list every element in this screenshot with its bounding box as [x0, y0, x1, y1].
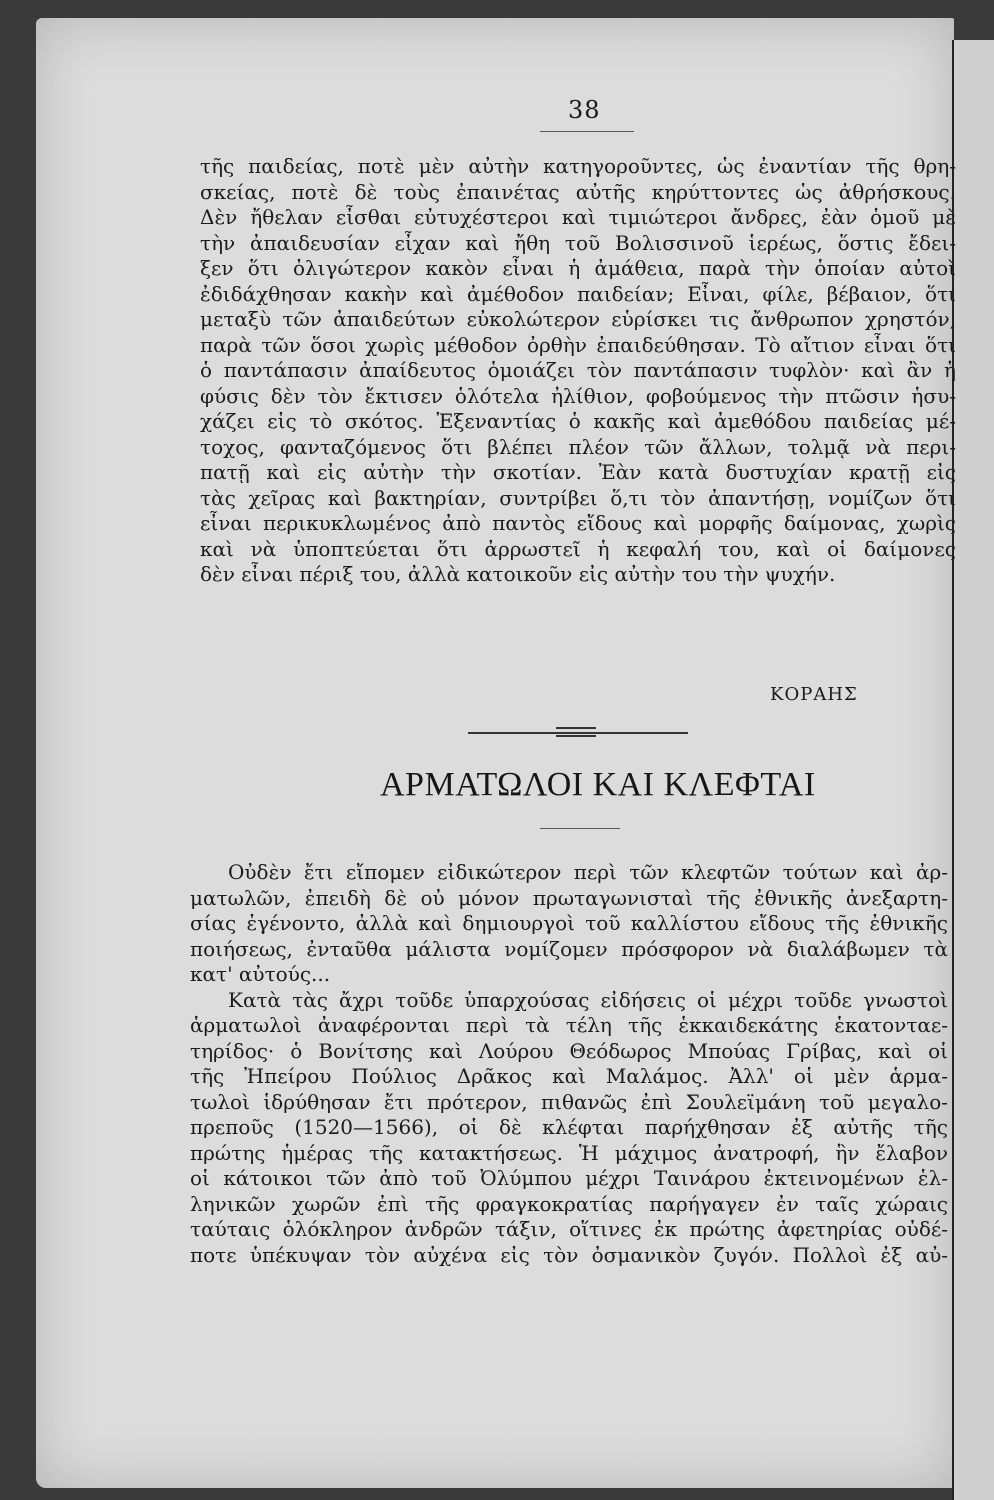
author-signature: ΚΟΡΑΗΣ [770, 684, 858, 705]
page-number: 38 [568, 96, 601, 124]
text-line: τοχος, φανταζόμενος ὅτι βλέπει πλέον τῶν ἄλλων, τολμᾷ νὰ περι- [200, 434, 956, 459]
title-rule [540, 828, 620, 829]
text-line: φύσις δὲν τὸν ἔκτισεν ὁλότελα ἠλίθιον, φοβούμενος τὴν πτῶσιν ἡσυ- [200, 383, 956, 408]
text-line: ὁ παντάπασιν ἀπαίδευτος ὁμοιάζει τὸν παντάπασιν τυφλὸν· καὶ ἂν ἡ [200, 358, 956, 382]
text-line: ξεν ὅτι ὀλιγώτερον κακὸν εἶναι ἡ ἀμάθεια, παρὰ τὴν ὁποίαν αὐτοὶ [200, 256, 956, 280]
text-line: καὶ νὰ ὑποπτεύεται ὅτι ἀρρωστεῖ ἡ κεφαλή του, καὶ οἱ δαίμονες [200, 536, 956, 561]
text-line: κατ' αὐτούς... [190, 962, 331, 986]
text-line: τηρίδος· ὁ Βονίτσης καὶ Λούρου Θεόδωρος Μπούας Γρίβας, καὶ οἱ [190, 1038, 948, 1063]
text-line: τῆς παιδείας, ποτὲ μὲν αὐτὴν κατηγοροῦντες, ὡς ἐναντίαν τῆς θρη- [200, 154, 956, 178]
text-line: πρώτης ἡμέρας τῆς κατακτήσεως. Ἡ μάχιμος ἀνατροφή, ἣν ἔλαβον [190, 1140, 948, 1165]
text-line: ληνικῶν χωρῶν ἐπὶ τῆς φραγκοκρατίας παρήγαγεν ἐν ταῖς χώραις [190, 1191, 948, 1216]
text-line: ἁρματωλοὶ ἀναφέρονται περὶ τὰ τέλη τῆς ἑκκαιδεκάτης ἑκατονταε- [190, 1013, 948, 1037]
text-line: πρεποῦς (1520—1566), οἱ δὲ κλέφται παρήχθησαν ἐξ αὐτῆς τῆς [190, 1115, 948, 1139]
adjacent-page-edge [952, 40, 994, 1500]
text-line: Δὲν ἤθελαν εἶσθαι εὐτυχέστεροι καὶ τιμιώτεροι ἄνδρες, ἐὰν ὁμοῦ μὲ [200, 205, 956, 229]
text-line: τὰς χεῖρας καὶ βακτηρίαν, συντρίβει ὅ,τι τὸν ἀπαντήσῃ, νομίζων ὅτι [200, 485, 956, 510]
text-line: οἱ κάτοικοι τῶν ἀπὸ τοῦ Ὀλύμπου μέχρι Ταινάρου ἐκτεινομένων ἑλ- [190, 1166, 948, 1190]
passage-korais [200, 154, 956, 588]
text-line: Κατὰ τὰς ἄχρι τοῦδε ὑπαρχούσας εἰδήσεις οἱ μέχρι τοῦδε γνωστοὶ [228, 987, 948, 1012]
text-line: χάζει εἰς τὸ σκότος. Ἐξεναντίας ὁ κακῆς καὶ ἀμεθόδου παιδείας μέ- [200, 409, 956, 433]
passage-armatoloi [190, 860, 948, 1268]
text-line: Οὐδὲν ἔτι εἴπομεν εἰδικώτερον περὶ τῶν κλεφτῶν τούτων καὶ ἀρ- [228, 860, 948, 884]
section-divider-ornament [556, 727, 596, 737]
page-number-rule [540, 131, 634, 132]
text-line: ματωλῶν, ἐπειδὴ δὲ οὐ μόνον πρωταγωνισταὶ τῆς ἐθνικῆς ἀνεξαρτη- [190, 885, 948, 910]
text-line: σίας ἐγένοντο, ἀλλὰ καὶ δημιουργοὶ τοῦ καλλίστου εἴδους τῆς ἐθνικῆς [190, 911, 948, 935]
text-line: εἶναι περικυκλωμένος ἀπὸ παντὸς εἴδους καὶ μορφῆς δαίμονας, χωρὶς [200, 511, 956, 535]
text-line: ταύταις ὁλόκληρον ἀνδρῶν τάξιν, οἵτινες ἐκ πρώτης ἀφετηρίας οὐδέ- [190, 1217, 948, 1241]
section-title: ΑΡΜΑΤΩΛΟΙ ΚΑΙ ΚΛΕΦΤΑΙ [380, 766, 816, 803]
text-line: ποτε ὑπέκυψαν τὸν αὐχένα εἰς τὸν ὀσμανικὸν ζυγόν. Πολλοὶ ἐξ αὐ- [190, 1242, 948, 1267]
text-line: παρὰ τῶν ὅσοι χωρὶς μέθοδον ὀρθὴν ἐπαιδεύθησαν. Τὸ αἴτιον εἶναι ὅτι [200, 332, 956, 357]
text-line: ἐδιδάχθησαν κακὴν καὶ ἀμέθοδον παιδείαν; Εἶναι, φίλε, βέβαιον, ὅτι [200, 281, 956, 306]
text-line: σκείας, ποτὲ δὲ τοὺς ἐπαινέτας αὐτῆς κηρύττοντες ὡς ἀθρήσκους. [200, 179, 956, 204]
text-line: πατῇ καὶ εἰς αὐτὴν τὴν σκοτίαν. Ἐὰν κατὰ δυστυχίαν κρατῇ εἰς [200, 460, 956, 484]
text-line: τωλοὶ ἱδρύθησαν ἔτι πρότερον, πιθανῶς ἐπὶ Σουλεϊμάνη τοῦ μεγαλο- [190, 1089, 948, 1114]
text-line: τὴν ἀπαιδευσίαν εἶχαν καὶ ἤθη τοῦ Βολισσινοῦ ἱερέως, ὅστις ἔδει- [200, 230, 956, 255]
text-line: μεταξὺ τῶν ἀπαιδεύτων εὐκολώτερον εὑρίσκει τις ἄνθρωπον χρηστόν, [200, 307, 956, 331]
text-line: τῆς Ἠπείρου Πούλιος Δρᾶκος καὶ Μαλάμος. Ἀλλ' οἱ μὲν ἁρμα- [190, 1064, 948, 1088]
text-line: δὲν εἶναι πέριξ του, ἀλλὰ κατοικοῦν εἰς αὐτὴν του τὴν ψυχήν. [200, 562, 836, 586]
text-line: ποιήσεως, ἐνταῦθα μάλιστα νομίζομεν πρόσφορον νὰ διαλάβωμεν τὰ [190, 936, 948, 961]
